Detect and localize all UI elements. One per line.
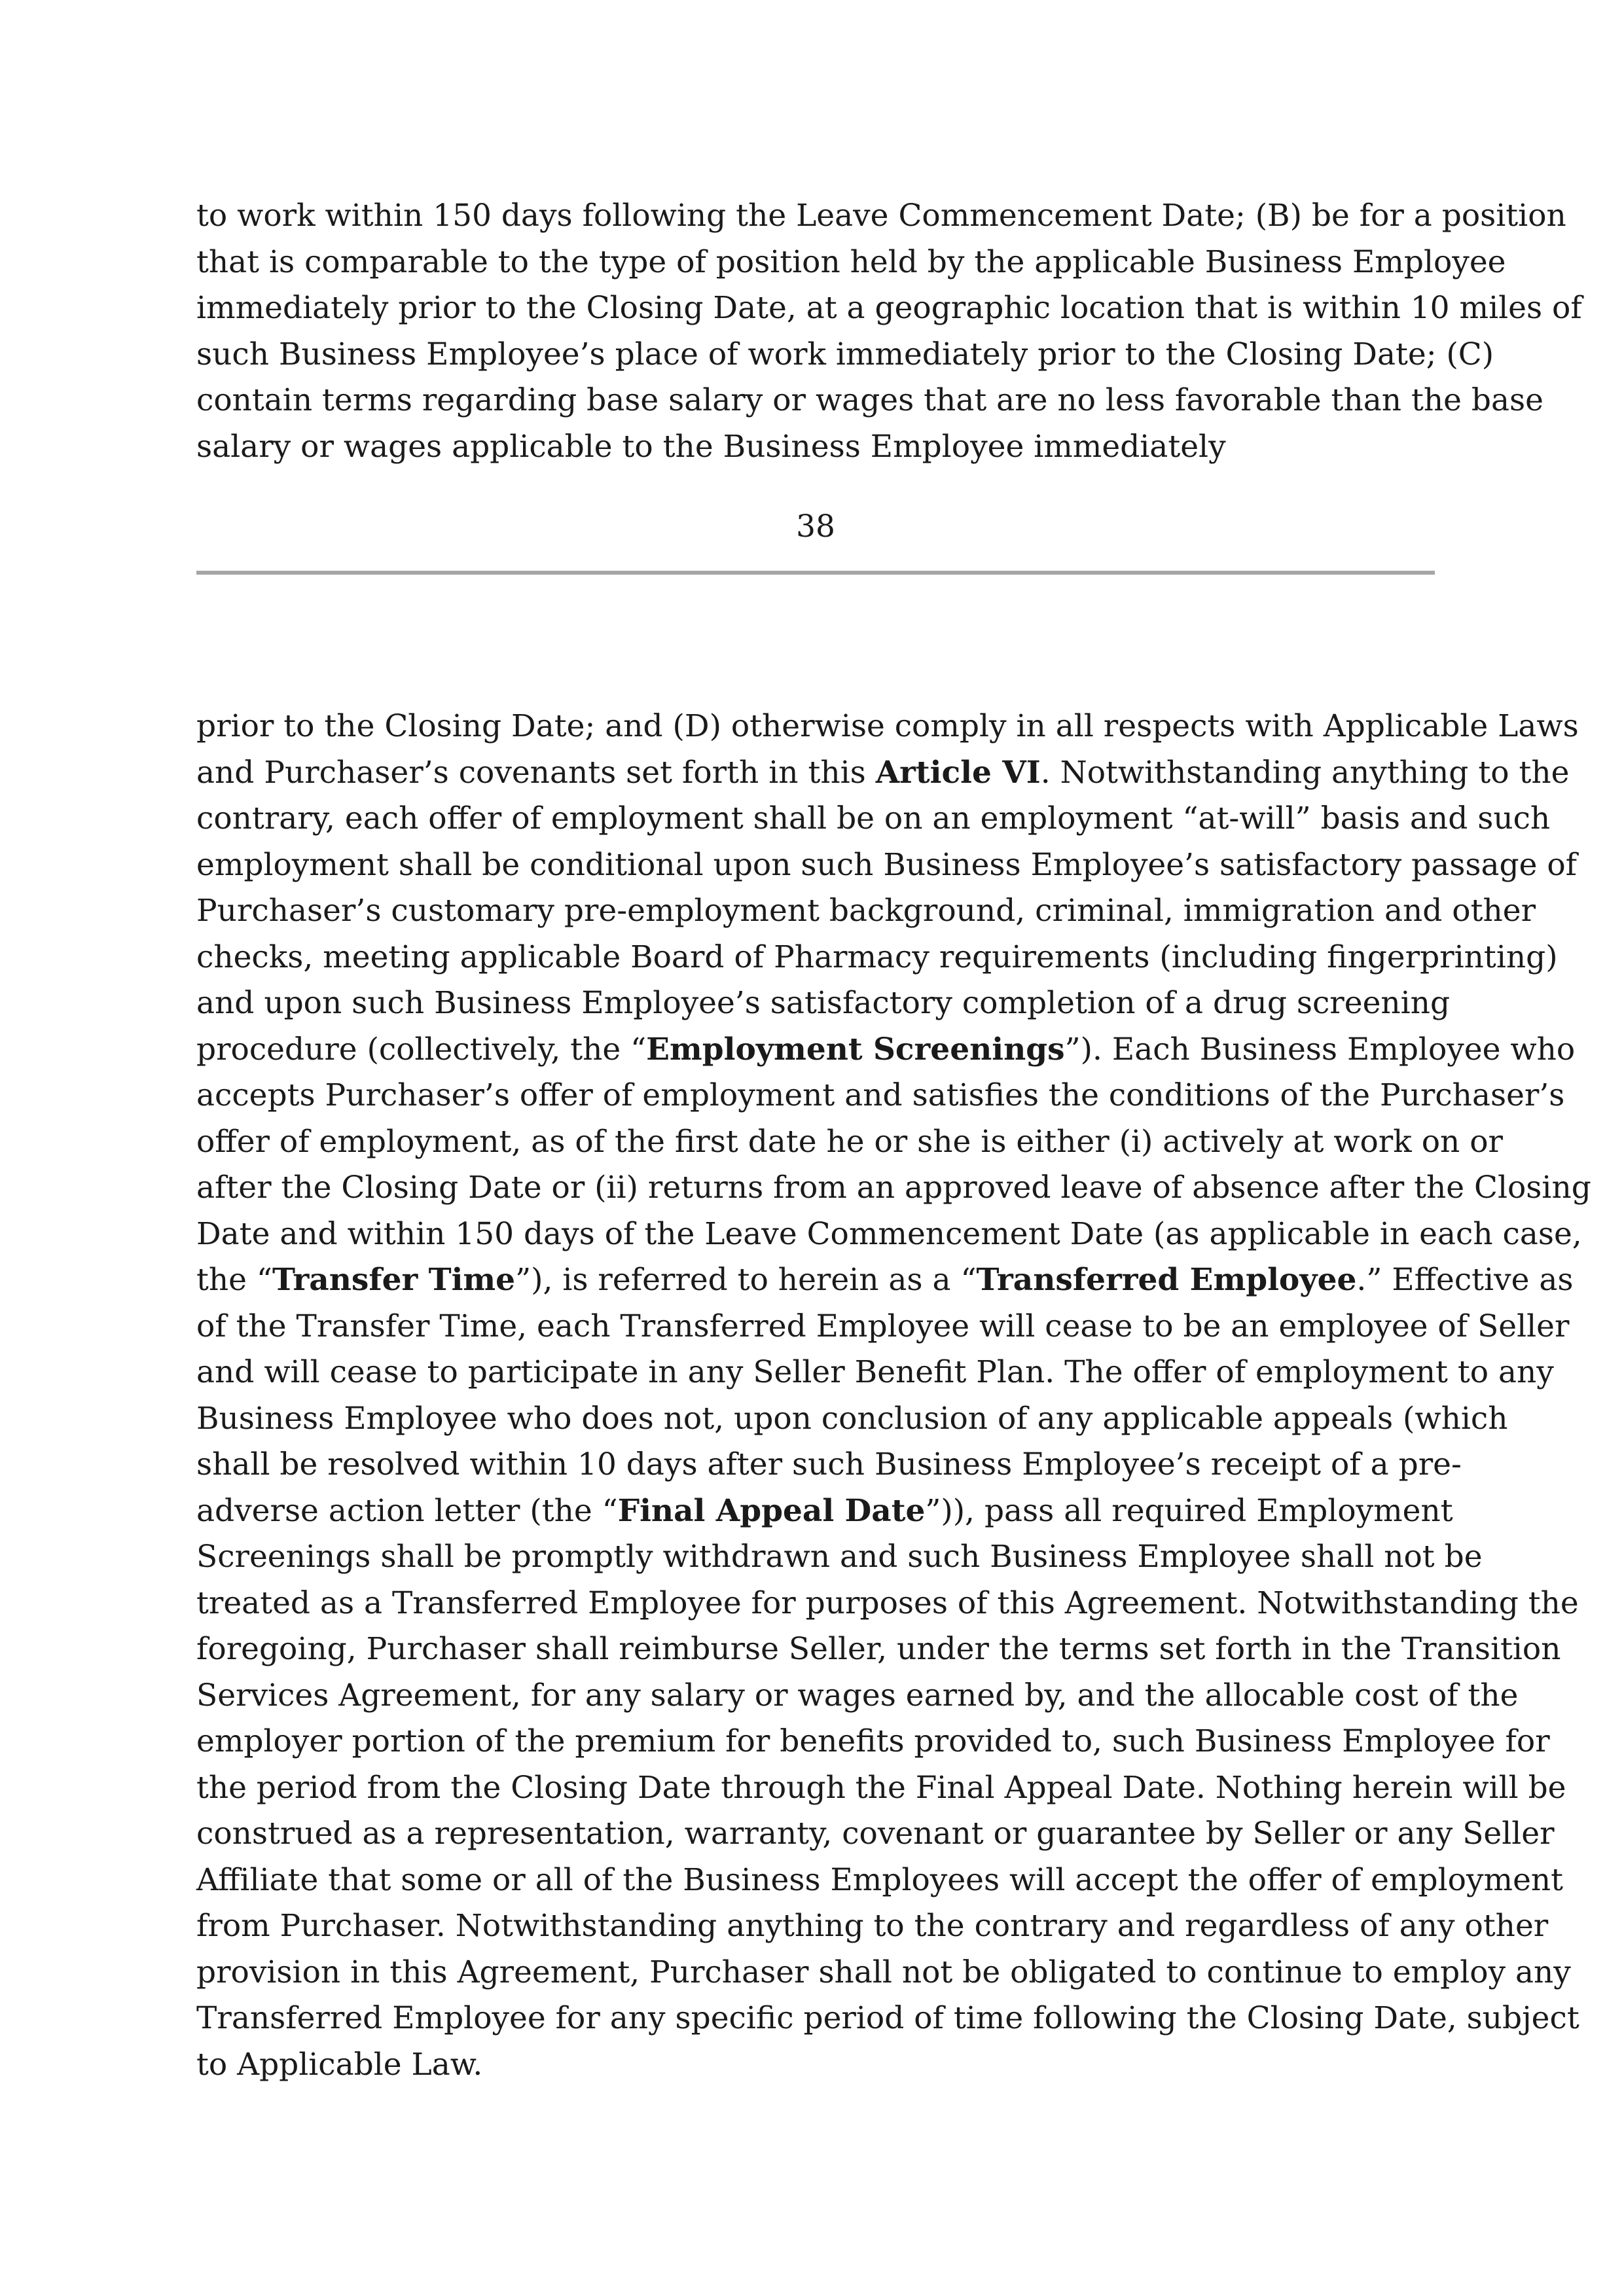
text-line: Date and within 150 days of the Leave Commencement Date (as applicable in each case, (196, 1215, 1582, 1252)
defined-term-transferred-employee: Transferred Employee (976, 1262, 1357, 1298)
text-line (196, 1027, 1576, 1073)
text-line: Transferred Employee for any specific period of time following the Closing Date, subject (196, 2000, 1579, 2036)
text-line (196, 1488, 1453, 1535)
text-line: after the Closing Date or (ii) returns from an approved leave of absence after the Closing (196, 1170, 1591, 1206)
page-separator-rule (196, 571, 1435, 575)
text-run: procedure (collectively, the “ (196, 1031, 647, 1067)
text-run: adverse action letter (the “ (196, 1492, 618, 1529)
text-line: and will cease to participate in any Seller Benefit Plan. The offer of employment to any (196, 1354, 1554, 1390)
text-line: such Business Employee’s place of work immediately prior to the Closing Date; (C) (196, 336, 1494, 372)
text-line: the period from the Closing Date through the Final Appeal Date. Nothing herein will be (196, 1769, 1566, 1806)
defined-term-article: Article VI (875, 754, 1041, 791)
text-run: the “ (196, 1262, 272, 1298)
text-line: checks, meeting applicable Board of Pharmacy requirements (including fingerprinting) (196, 939, 1558, 975)
text-line: shall be resolved within 10 days after such Business Employee’s receipt of a pre- (196, 1446, 1462, 1482)
text-line: to Applicable Law. (196, 2046, 483, 2083)
text-line: and upon such Business Employee’s satisfactory completion of a drug screening (196, 985, 1451, 1021)
text-line: that is comparable to the type of position held by the applicable Business Employee (196, 243, 1506, 280)
text-line: contain terms regarding base salary or wages that are no less favorable than the base (196, 382, 1543, 418)
text-line: Screenings shall be promptly withdrawn and such Business Employee shall not be (196, 1539, 1483, 1575)
text-line: immediately prior to the Closing Date, at a geographic location that is within 10 miles of (196, 290, 1582, 326)
text-line: treated as a Transferred Employee for purposes of this Agreement. Notwithstanding the (196, 1585, 1579, 1621)
text-line: of the Transfer Time, each Transferred Employee will cease to be an employee of Seller (196, 1308, 1570, 1344)
text-run: .” Effective as (1356, 1262, 1574, 1298)
text-line: to work within 150 days following the Leave Commencement Date; (B) be for a position (196, 198, 1566, 234)
text-line: employer portion of the premium for benefits provided to, such Business Employee for (196, 1723, 1550, 1759)
page-top-paragraph (196, 193, 1582, 470)
text-run: and Purchaser’s covenants set forth in this (196, 754, 876, 791)
defined-term-final-appeal-date: Final Appeal Date (617, 1492, 926, 1529)
text-line: prior to the Closing Date; and (D) otherwise comply in all respects with Applicable Laws (196, 708, 1579, 744)
text-line: Services Agreement, for any salary or wages earned by, and the allocable cost of the (196, 1677, 1519, 1713)
text-line: provision in this Agreement, Purchaser shall not be obligated to continue to employ any (196, 1954, 1571, 1990)
text-line: construed as a representation, warranty, covenant or guarantee by Seller or any Seller (196, 1816, 1555, 1852)
defined-term-employment-screenings: Employment Screenings (646, 1031, 1065, 1067)
text-line: accepts Purchaser’s offer of employment and satisfies the conditions of the Purchaser’s (196, 1077, 1565, 1113)
text-line (196, 1257, 1574, 1304)
text-line: salary or wages applicable to the Business Employee immediately (196, 428, 1226, 465)
text-line: offer of employment, as of the first date he or she is either (i) actively at work on or (196, 1123, 1503, 1160)
text-run: . Notwithstanding anything to the (1040, 754, 1570, 791)
text-line (196, 750, 1570, 797)
page-number: 38 (796, 509, 835, 545)
text-line: foregoing, Purchaser shall reimburse Seller, under the terms set forth in the Transition (196, 1631, 1561, 1667)
page-bottom-paragraph (196, 704, 1591, 2088)
text-line: Purchaser’s customary pre-employment background, criminal, immigration and other (196, 893, 1536, 929)
text-line: contrary, each offer of employment shall be on an employment “at-will” basis and such (196, 800, 1551, 836)
defined-term-transfer-time: Transfer Time (272, 1262, 516, 1298)
text-run: ”). Each Business Employee who (1064, 1031, 1576, 1067)
text-run: ”), is referred to herein as a “ (515, 1262, 977, 1298)
text-line: Affiliate that some or all of the Business Employees will accept the offer of employment (196, 1861, 1564, 1898)
text-line: employment shall be conditional upon such Business Employee’s satisfactory passage of (196, 846, 1578, 883)
text-run: ”)), pass all required Employment (925, 1492, 1453, 1529)
text-line: from Purchaser. Notwithstanding anything to the contrary and regardless of any other (196, 1908, 1549, 1944)
text-line: Business Employee who does not, upon conclusion of any applicable appeals (which (196, 1400, 1508, 1437)
